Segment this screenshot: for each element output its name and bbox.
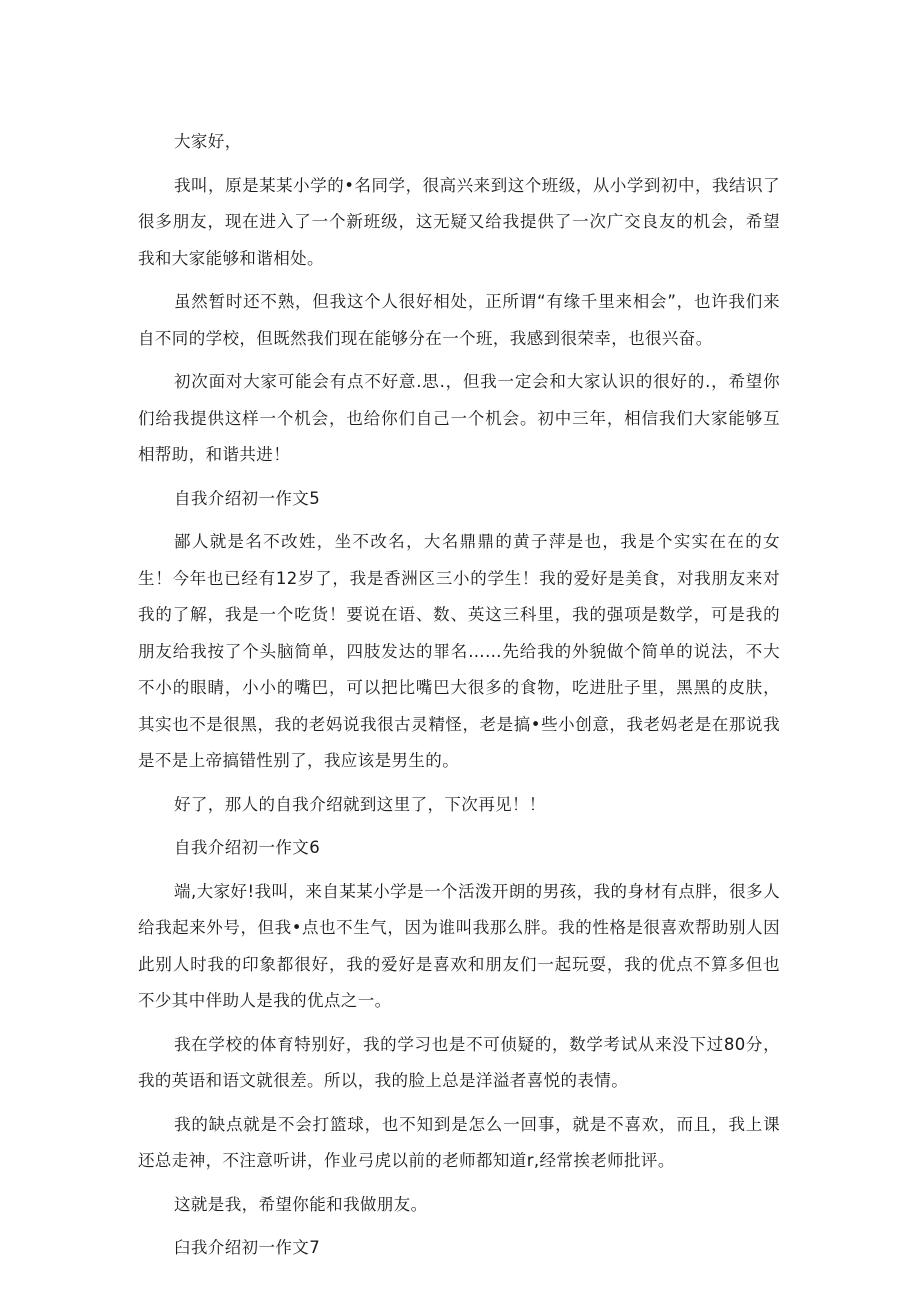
paragraph: 我在学校的体育特别好，我的学习也是不可侦疑的，数学考试从来没下过80分，我的英语和语文就很差。所以，我的脸上总是洋溢者喜悦的表情。 (138, 1034, 780, 1090)
section-heading: 自我介绍初一作文6 (174, 838, 321, 857)
paragraph: 鄙人就是名不改姓，坐不改名，大名鼎鼎的黄子萍是也，我是个实实在在的女生！今年也已经有12岁了，我是香洲区三小的学生！我的爱好是美食，对我朋友来对我的了解，我是一个吃货！要说在语、数、英这三科里，我的强项是数学，可是我的朋友给我按了个头脑简单，四肢发达的罪名……先给我的外貌做个简单的说法，不大不小的眼睛，小小的嘴巴，可以把比嘴巴大很多的食物，吃进肚子里，黑黑的皮肤，其实也不是很黑，我的老妈说我很古灵精怪，老是搞•些小创意，我老妈老是在那说我是不是上帝搞错性别了，我应该是男生的。 (138, 532, 780, 770)
section-heading: 自我介绍初一作文5 (174, 488, 321, 508)
paragraph: 我的缺点就是不会打篮球，也不知到是怎么一回事，就是不喜欢，而且，我上课还总走神，不注意听讲，作业弓虎以前的老师都知道r,经常挨老师批评。 (138, 1114, 780, 1170)
paragraph-greeting: 大家好， (174, 132, 242, 151)
paragraph: 好了，那人的自我介绍就到这里了，下次再见！！ (174, 794, 546, 814)
paragraph: 初次面对大家可能会有点不好意.思.，但我一定会和大家认识的很好的.，希望你们给我提供这样一个机会，也给你们自己一个机会。初中三年，相信我们大家能够互相帮助，和谐共进！ (138, 372, 780, 464)
paragraph: 我叫，原是某某小学的•名同学，很高兴来到这个班级，从小学到初中，我结识了很多朋友，现在进入了一个新班级，这无疑又给我提供了一次广交良友的机会，希望我和大家能够和谐相处。 (138, 175, 780, 268)
paragraph: 这就是我，希望你能和我做朋友。 (174, 1194, 428, 1214)
paragraph: 端,大家好!我叫，来自某某小学是一个活泼开朗的男孩，我的身材有点胖，很多人给我起来外号，但我•点也不生气，因为谁叫我那么胖。我的性格是很喜欢帮助别人因此别人时我的印象都很好，我的爱好是喜欢和朋友们一起玩耍，我的优点不算多但也不少其中伴助人是我的优点之一。 (138, 881, 780, 1010)
section-heading: 臼我介绍初一作文7 (174, 1238, 321, 1257)
document-body (138, 124, 780, 1274)
paragraph: 虽然暂时还不熟，但我这个人很好相处，正所谓“有缘千里来相会”，也许我们来自不同的学校，但既然我们现在能够分在一个班，我感到很荣幸，也很兴奋。 (138, 292, 780, 348)
